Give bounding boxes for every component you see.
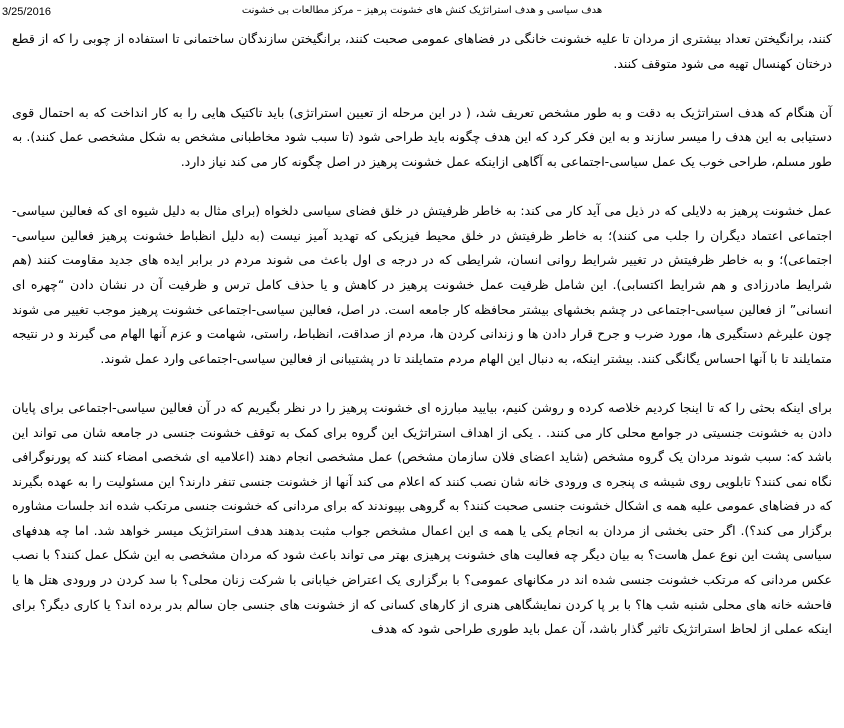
paragraph-3: عمل خشونت پرهیز به دلایلی که در ذیل می آید کار می کند: به خاطر ظرفیتش در خلق فضای سیاسی دلخواه (برای مثال به دلیل شیوه ای که فعالین سیاسی-اجتماعی اعتماد دیگران را جلب می کنند)؛ به خاطر ظرفیتش در خلق محیط فیزیکی که تهدید آمیز نیست (به دلیل انظباط خشونت پرهیز فعالین سیاسی-اجتماعی)؛ و به خاطر ظرفیتش در تغییر شرایط روانی انسان، شرایطی که در درجه ی اول باعث می شوند مردم در برابر ایده های جدید مقاومت کنند (هم شرایط مادرزادی و هم شرایط اکتسابی). این شامل ظرفیت عمل خشونت پرهیز در کاهش و یا حذف کامل ترس و ظرفیت آن در نشان دادن “چهره ای انسانی” از فعالین سیاسی-اجتماعی در چشم بخشهای بیشتر محافظه کار جامعه است. در اصل، فعالین سیاسی-اجتماعی خشونت پرهیز موجب تغییر می شوند چون علیرغم دستگیری ها، مورد ضرب و جرح قرار دادن ها و زندانی کردن ها، مردم از صداقت، انظباط، راستی، شهامت و عزم آنها الهام می گیرند و در نتیجه متمایلند تا با آنها احساس یگانگی کنند. بیشتر اینکه، به دنبال این الهام مردم متمایلند تا در پشتیبانی از فعالین سیاسی-اجتماعی وارد عمل شوند. — [12, 203, 832, 366]
article-body — [12, 27, 832, 666]
print-date: 3/25/2016 — [2, 6, 51, 18]
paragraph-1: کنند، برانگیختن تعداد بیشتری از مردان تا علیه خشونت خانگی در فضاهای عمومی صحبت کنند، برانگیختن سازندگان ساختمانی تا استفاده از چوبی را که از قطع درختان کهنسال تهیه می شود متوقف کنند. — [12, 31, 832, 71]
paragraph-2: آن هنگام که هدف استراتژیک به دقت و به طور مشخص تعریف شد، ( در این مرحله از تعیین استراتژی) باید تاکتیک هایی را به کار انداخت که به احتمال قوی دستیابی به این هدف را میسر سازند و به این فکر کرد که این هدف چگونه باید طراحی شود (تا سبب شود مخاطبانی مشخص به شکل مشخصی عمل کنند). به طور مسلم، طراحی خوب یک عمل سیاسی-اجتماعی به آگاهی ازاینکه عمل خشونت پرهیز در اصل چگونه کار می کند نیاز دارد. — [12, 104, 832, 169]
header-title: هدف سیاسی و هدف استراتژیک کنش های خشونت پرهیز – مرکز مطالعات بی خشونت — [241, 5, 603, 16]
paragraph-4: برای اینکه بحثی را که تا اینجا کردیم خلاصه کرده و روشن کنیم، بیایید مبارزه ای خشونت پرهیز را در نظر بگیریم که در آن فعالین سیاسی-اجتماعی برای پایان دادن به خشونت جنسیتی در جوامع محلی کار می کنند. . یکی از اهداف استراتژیک این گروه برای کمک به توقف خشونت جنسی در جامعه شان می تواند این باشد که: سبب شوند مردان یک گروه مشخص (شاید اعضای فلان سازمان مشخص) عمل مشخصی انجام دهند (اعلامیه ای شخصی امضاء کنند که پورنوگرافی نگاه نمی کنند؟ تابلویی روی شیشه ی پنجره ی ورودی خانه شان نصب کنند که اعلام می کند آنها از خشونت جنسی تنفر دارند؟ این مسئولیت را به عهده بگیرند که در فضاهای عمومی علیه همه ی اشکال خشونت جنسی صحبت کنند؟ به گروهی بپیوندند که برای مردانی که خشونت جنسی مرتکب شده اند جلسات مشاوره برگزار می کند؟). اگر حتی بخشی از مردان به انجام یکی یا همه ی این اعمال مشخص جواب مثبت بدهند هدف استراتژیک میسر خواهد شد. اما چه هدفهای سیاسی پشت این نوع عمل هاست؟ به بیان دیگر چه فعالیت های خشونت پرهیزی بهتر می تواند باعث شود که مردان مشخصی به این شکل عمل کنند؟ با نصب عکس مردانی که مرتکب خشونت جنسی شده اند در مکانهای عمومی؟ با برگزاری یک اعتراض خیابانی با شرکت زنان محلی؟ با سد کردن در ورودی هتل ها یا فاحشه خانه های محلی شنبه شب ها؟ با بر پا کردن نمایشگاهی هنری از کارهای کسانی که از خشونت های جنسی جان سالم بدر برده اند؟ یا کاری دیگر؟ برای اینکه عملی از لحاظ استراتژیک تاثیر گذار باشد، آن عمل باید طوری طراحی شود که هدف — [12, 399, 832, 637]
page-header — [0, 0, 844, 21]
